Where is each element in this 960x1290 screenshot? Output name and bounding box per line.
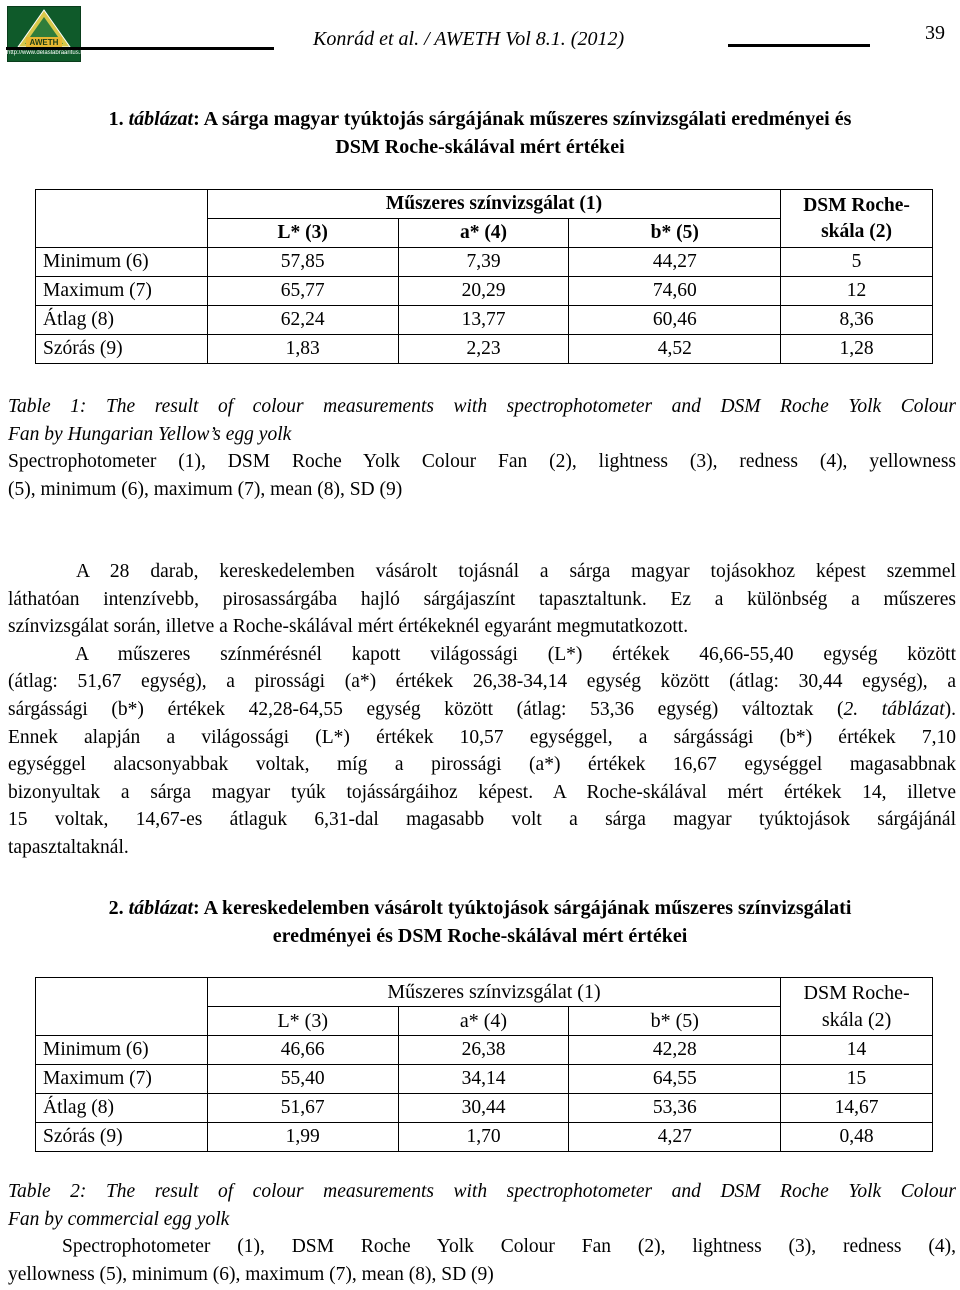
cell-b: 60,46 — [569, 306, 781, 335]
table1-group-header: Műszeres színvizsgálat (1) — [207, 190, 780, 219]
header-rule-left — [6, 47, 274, 50]
cell-L: 65,77 — [207, 277, 398, 306]
table1-en-title-line1: Table 1: The result of colour measurements with spectrophotometer and DSM Roche Yolk Colour — [8, 396, 956, 417]
row-label: Átlag (8) — [36, 306, 208, 335]
p2-line8: tapasztaltaknál. — [8, 836, 129, 858]
table2-col-header-L: L* (3) — [207, 1007, 398, 1036]
cell-b: 53,36 — [569, 1094, 781, 1123]
p2-line1: A műszeres színmérésnél kapott világossági (L*) értékek 46,66-55,40 egység között — [75, 643, 956, 665]
logo-text: AWETH — [29, 38, 59, 47]
cell-dsm: 8,36 — [781, 306, 933, 335]
cell-dsm: 1,28 — [781, 335, 933, 364]
table2-en-legend-line1: Spectrophotometer (1), DSM Roche Yolk Colour Fan (2), lightness (3), redness (4), — [62, 1236, 956, 1258]
cell-L: 62,24 — [207, 306, 398, 335]
table2-col-header-a: a* (4) — [398, 1007, 569, 1036]
table-row — [36, 1123, 933, 1152]
table2-en-legend-line2: yellowness (5), minimum (6), maximum (7), mean (8), SD (9) — [8, 1263, 494, 1285]
cell-a: 30,44 — [398, 1094, 569, 1123]
cell-L: 55,40 — [207, 1065, 398, 1094]
cell-a: 13,77 — [398, 306, 569, 335]
table2-en-title-line2: Fan by commercial egg yolk — [8, 1208, 230, 1230]
table2-group-header: Műszeres színvizsgálat (1) — [207, 978, 780, 1007]
cell-dsm: 0,48 — [781, 1123, 933, 1152]
row-label: Maximum (7) — [36, 1065, 208, 1094]
table2-reference: 2. táblázat — [843, 698, 945, 720]
cell-L: 57,85 — [207, 248, 398, 277]
table1-en-legend-line1: Spectrophotometer (1), DSM Roche Yolk Colour Fan (2), lightness (3), redness (4), yellowness — [8, 451, 956, 473]
table-row — [36, 306, 933, 335]
p1-line3: színvizsgálat során, illetve a Roche-skálával mért értékeknél egyaránt megmutatkozott. — [8, 616, 689, 638]
cell-L: 46,66 — [207, 1036, 398, 1065]
table2-dsm-header: DSM Roche- skála (2) — [781, 978, 933, 1036]
p2-line7: 15 voltak, 14,67-es átlaguk 6,31-dal magasabb volt a sárga magyar tyúktojások sárgájánál — [8, 809, 956, 831]
cell-L: 1,99 — [207, 1123, 398, 1152]
row-label: Szórás (9) — [36, 335, 208, 364]
p2-line5: egységgel alacsonyabbak voltak, míg a pirossági (a*) értékek 16,67 egységgel magasabbnak — [8, 754, 956, 776]
row-label: Maximum (7) — [36, 277, 208, 306]
p1-line2: láthatóan intenzívebb, pirosassárgába hajló sárgájaszínt tapasztaltunk. Ez a különbség a műszeres — [8, 588, 956, 610]
cell-a: 1,70 — [398, 1123, 569, 1152]
cell-dsm: 12 — [781, 277, 933, 306]
table1-caption: 1. táblázat: A sárga magyar tyúktojás sárgájának műszeres színvizsgálati eredményei és DSM Roche-skálával mért értékei — [108, 108, 852, 158]
table-row — [36, 1065, 933, 1094]
table2-corner-cell — [36, 978, 208, 1036]
table-row — [36, 277, 933, 306]
cell-b: 4,27 — [569, 1123, 781, 1152]
cell-a: 26,38 — [398, 1036, 569, 1065]
cell-b: 74,60 — [569, 277, 781, 306]
table-row — [36, 1036, 933, 1065]
table2-en-title-line1: Table 2: The result of colour measurements with spectrophotometer and DSM Roche Yolk Colour — [8, 1181, 956, 1202]
cell-dsm: 15 — [781, 1065, 933, 1094]
running-title: Konrád et al. / AWETH Vol 8.1. (2012) — [313, 28, 625, 50]
table1-english-caption — [8, 393, 956, 503]
table2-english-caption — [8, 1178, 956, 1288]
row-label: Minimum (6) — [36, 1036, 208, 1065]
p2-line2: (átlag: 51,67 egység), a pirossági (a*) értékek 26,38-34,14 egység között (átlag: 30,44 egység), a — [8, 671, 956, 693]
table-row — [36, 1094, 933, 1123]
p2-line3: sárgássági (b*) értékek 42,28-64,55 egység között (átlag: 53,36 egység) változtak (2. táblázat). — [8, 698, 957, 720]
cell-b: 4,52 — [569, 335, 781, 364]
row-label: Szórás (9) — [36, 1123, 208, 1152]
logo-url: http://www.delaslabraaritus.hu — [7, 50, 88, 56]
cell-b: 42,28 — [569, 1036, 781, 1065]
cell-a: 34,14 — [398, 1065, 569, 1094]
table2-caption: 2. táblázat: A kereskedelemben vásárolt tyúktojások sárgájának műszeres színvizsgálati eredményei és DSM Roche-skálával mért értékei — [108, 897, 852, 947]
cell-b: 64,55 — [569, 1065, 781, 1094]
cell-b: 44,27 — [569, 248, 781, 277]
row-label: Átlag (8) — [36, 1094, 208, 1123]
table1-corner-cell — [36, 190, 208, 248]
row-label: Minimum (6) — [36, 248, 208, 277]
table-row — [36, 335, 933, 364]
table1-en-title-line2: Fan by Hungarian Yellow’s egg yolk — [8, 423, 292, 445]
table2-col-header-b: b* (5) — [569, 1007, 781, 1036]
cell-dsm: 5 — [781, 248, 933, 277]
header-rule-right — [728, 44, 870, 47]
p2-line6: bizonyultak a sárga magyar tyúk tojássárgáihoz képest. A Roche-skálával mért értékek 14, illetve — [8, 781, 956, 803]
cell-dsm: 14 — [781, 1036, 933, 1065]
table1 — [35, 189, 933, 364]
p1-line1: A 28 darab, kereskedelemben vásárolt tojásnál a sárga magyar tojásokhoz képest szemmel — [76, 561, 956, 582]
cell-a: 2,23 — [398, 335, 569, 364]
cell-a: 7,39 — [398, 248, 569, 277]
cell-L: 1,83 — [207, 335, 398, 364]
page-number: 39 — [925, 22, 945, 44]
table-row — [36, 248, 933, 277]
cell-L: 51,67 — [207, 1094, 398, 1123]
p2-line4: Ennek alapján a világossági (L*) értékek 10,57 egységgel, a sárgássági (b*) értékek 7,10 — [8, 726, 956, 748]
body-text — [8, 558, 956, 862]
table1-col-header-L: L* (3) — [207, 219, 398, 248]
table1-col-header-a: a* (4) — [398, 219, 569, 248]
cell-dsm: 14,67 — [781, 1094, 933, 1123]
table1-en-legend-line2: (5), minimum (6), maximum (7), mean (8), SD (9) — [8, 478, 403, 500]
cell-a: 20,29 — [398, 277, 569, 306]
table1-dsm-header: DSM Roche- skála (2) — [781, 190, 933, 248]
table2 — [35, 977, 933, 1152]
table1-col-header-b: b* (5) — [569, 219, 781, 248]
